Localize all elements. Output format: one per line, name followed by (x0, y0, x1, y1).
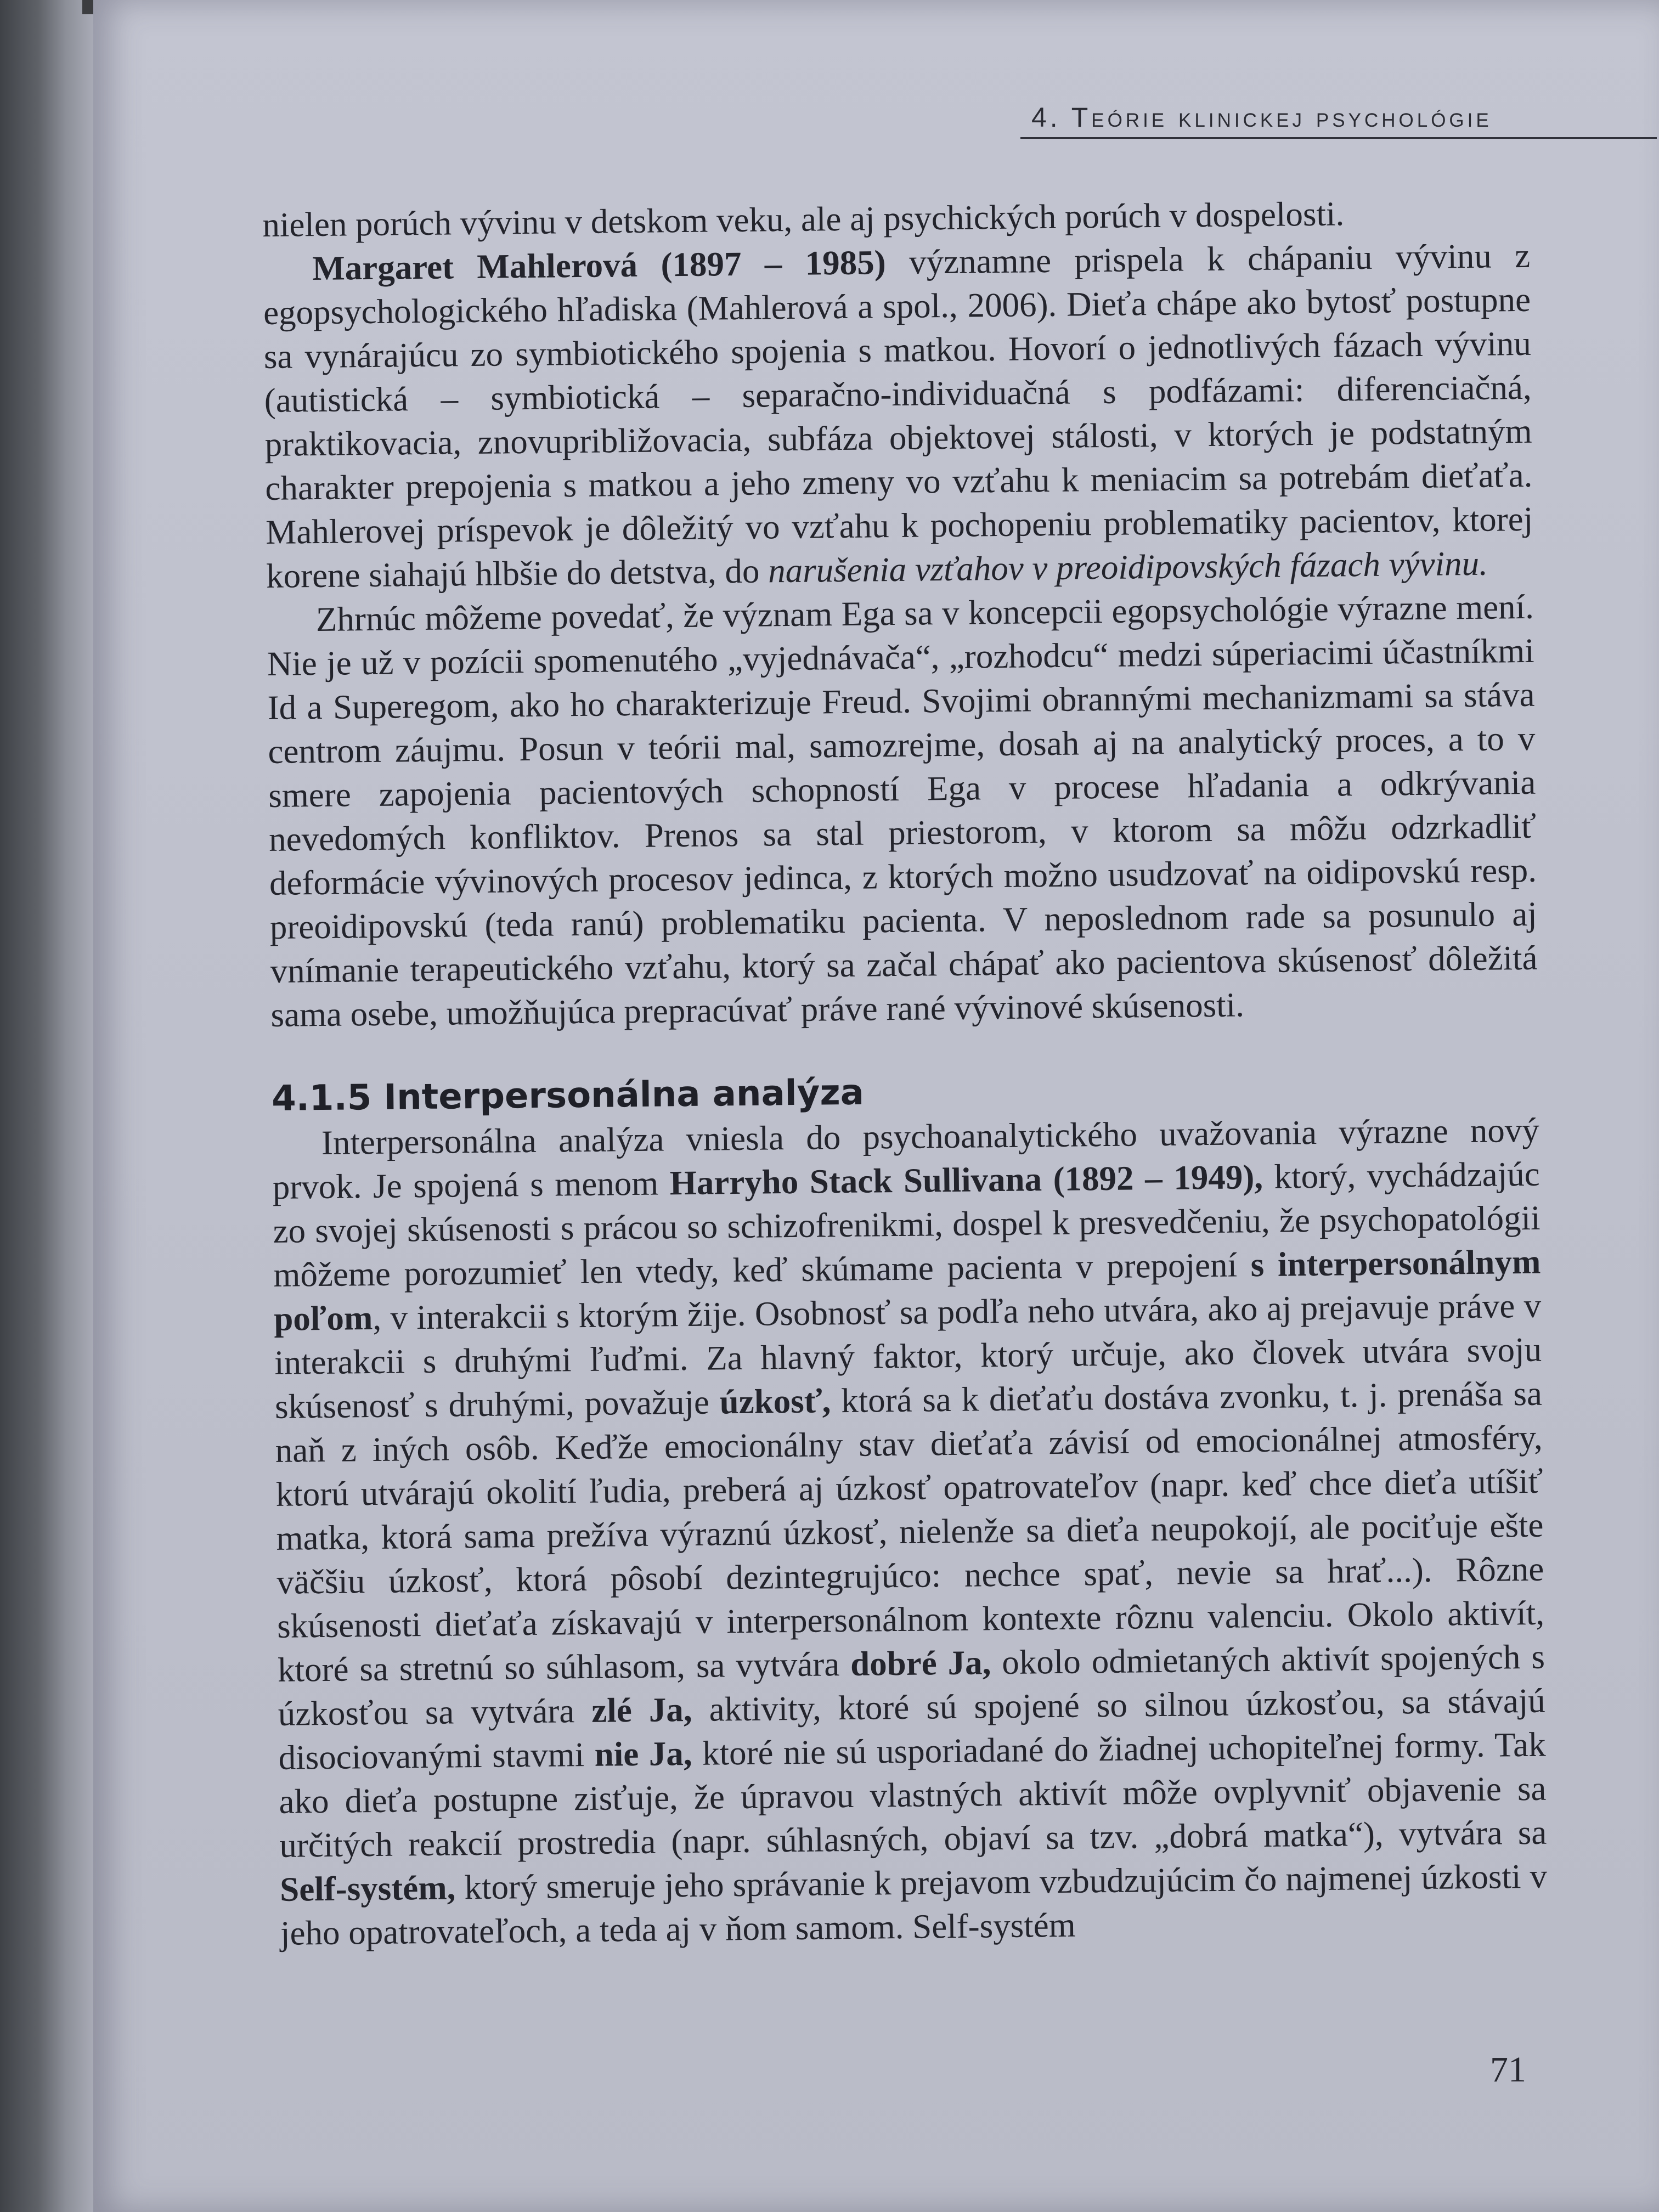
section-number: 4.1.5 (271, 1077, 372, 1119)
paragraph (263, 234, 1534, 598)
paragraph (267, 585, 1538, 1037)
text-run: okolo odmietaných aktivít spojených s úzkosťou sa vytvára (278, 1637, 1545, 1733)
running-head-rule (1020, 137, 1657, 139)
running-head: 4. Teórie klinickej psychológie (1031, 102, 1492, 133)
text-run: významne prispela k chápaniu vývinu z egopsychologického hľadiska (Mahlerová a spol., 2006). Dieťa chápe ako bytosť postupne sa vynárajúcu zo symbiotického spojenia s matkou. Hovorí o jednotlivých fázach vývinu (autistická – symbiotická – separačno-individuačná s podfázami: diferenciačná, praktikovacia, znovupribližovacia, subfáza objektovej stálosti, v ktorých je podstatným charakter prepojenia s matkou a jeho zmeny vo vzťahu k meniacim sa potrebám dieťaťa. Mahlerovej príspevok je dôležitý vo vzťahu k pochopeniu problematiky pacientov, ktorej korene siahajú hlbšie do detstva, do (263, 236, 1533, 595)
paragraphs-after-section (272, 1108, 1548, 1955)
text-run: nielen porúch vývinu v detskom veku, ale aj psychických porúch v dospelosti. (262, 194, 1345, 244)
text-run: Zhrnúc môžeme povedať, že význam Ega sa v koncepcii egopsychológie výrazne mení. Nie je už v pozícii spomenutého „vyjednávača“, „rozhodcu“ medzi súperiacimi účastníkmi Id a Superegom, ako ho charakterizuje Freud. Svojimi obrannými mechanizmami sa stáva centrom záujmu. Posun v teórii mal, samozrejme, dosah aj na analytický proces, a to v smere zapojenia pacientových schopností Ega v procese hľadania a odkrývania nevedomých konfliktov. Prenos sa stal priestorom, v ktorom sa môžu odzrkadliť deformácie vývinových procesov jedinca, z ktorých možno usudzovať na oidipovskú resp. preoidipovskú (teda ranú) problematiku pacienta. V neposlednom rade sa posunulo aj vnímanie terapeutického vzťahu, ktorý sa začal chápať ako pacientova skúsenosť dôležitá sama osebe, umožňujúca prepracúvať práve rané vývinové skúsenosti. (267, 587, 1538, 1034)
text-run: ktorý smeruje jeho správanie k prejavom vzbudzujúcim čo najmenej úzkosti v jeho opatrovateľoch, a teda aj v ňom samom. Self-systém (280, 1857, 1548, 1953)
text-run: ktoré nie sú usporiadané do žiadnej uchopiteľnej formy. Tak ako dieťa postupne zisťuje, že úpravou vlastných aktivít môže ovplyvniť objavenie sa určitých reakcií prostredia (napr. súhlasných, objaví sa tzv. „dobrá matka“), vytvára sa (279, 1725, 1547, 1865)
bold-text: Harryho Stack Sullivana (1892 – 1949), (669, 1157, 1263, 1203)
paragraph (272, 1108, 1548, 1955)
bold-text: zlé Ja, (591, 1690, 692, 1730)
page-number: 71 (1490, 2050, 1526, 2090)
italic-text: narušenia vzťahov v preoidipovských fázach vývinu. (768, 544, 1488, 590)
bold-text: nie Ja, (594, 1734, 692, 1774)
text-run: Interpersonálna analýza vniesla do psychoanalytického uvažovania výrazne nový prvok. Je spojená s menom (272, 1110, 1540, 1206)
text-run: ktorá sa k dieťaťu dostáva zvonku, t. j. prenáša sa naň z iných osôb. Keďže emocionálny stav dieťaťa závisí od emocionálnej atmosféry, ktorú utvárajú okolití ľudia, preberá aj úzkosť opatrovateľov (napr. keď chce dieťa utíšiť matka, ktorá sama prežíva výraznú úzkosť, nielenže sa dieťa neupokojí, ale pociťuje ešte väčšiu úzkosť, ktorá pôsobí dezintegrujúco: nechce spať, nevie sa hrať...). Rôzne skúsenosti dieťaťa získavajú v interpersonálnom kontexte rôznu valenciu. Okolo aktivít, ktoré sa stretnú so súhlasom, sa vytvára (275, 1374, 1545, 1689)
bold-text: úzkosť, (719, 1381, 831, 1421)
section-title: Interpersonálna analýza (383, 1072, 865, 1118)
bold-text: s interpersonálnym poľom (273, 1242, 1541, 1338)
bold-text: dobré Ja, (850, 1643, 991, 1683)
text-run: , v interakcii s ktorým žije. Osobnosť sa podľa neho utvára, ako aj prejavuje práve v interakcii s druhými ľuďmi. Za hlavný faktor, ktorý určuje, ako človek utvára svoju skúsenosť s druhými, považuje (274, 1286, 1542, 1426)
bold-text: Margaret Mahlerová (1897 – 1985) (312, 243, 887, 288)
body-text (262, 190, 1548, 1955)
paragraphs-before-section (262, 190, 1538, 1037)
text-run: aktivity, ktoré sú spojené so silnou úzkosťou, sa stávajú disociovanými stavmi (278, 1681, 1546, 1777)
bold-text: Self-systém, (279, 1868, 456, 1909)
text-run: ktorý, vychádzajúc zo svojej skúsenosti s prácou so schizofrenikmi, dospel k presvedčeniu, že psychopatológii môžeme porozumieť len vtedy, keď skúmame pacienta v prepojení (273, 1154, 1541, 1294)
